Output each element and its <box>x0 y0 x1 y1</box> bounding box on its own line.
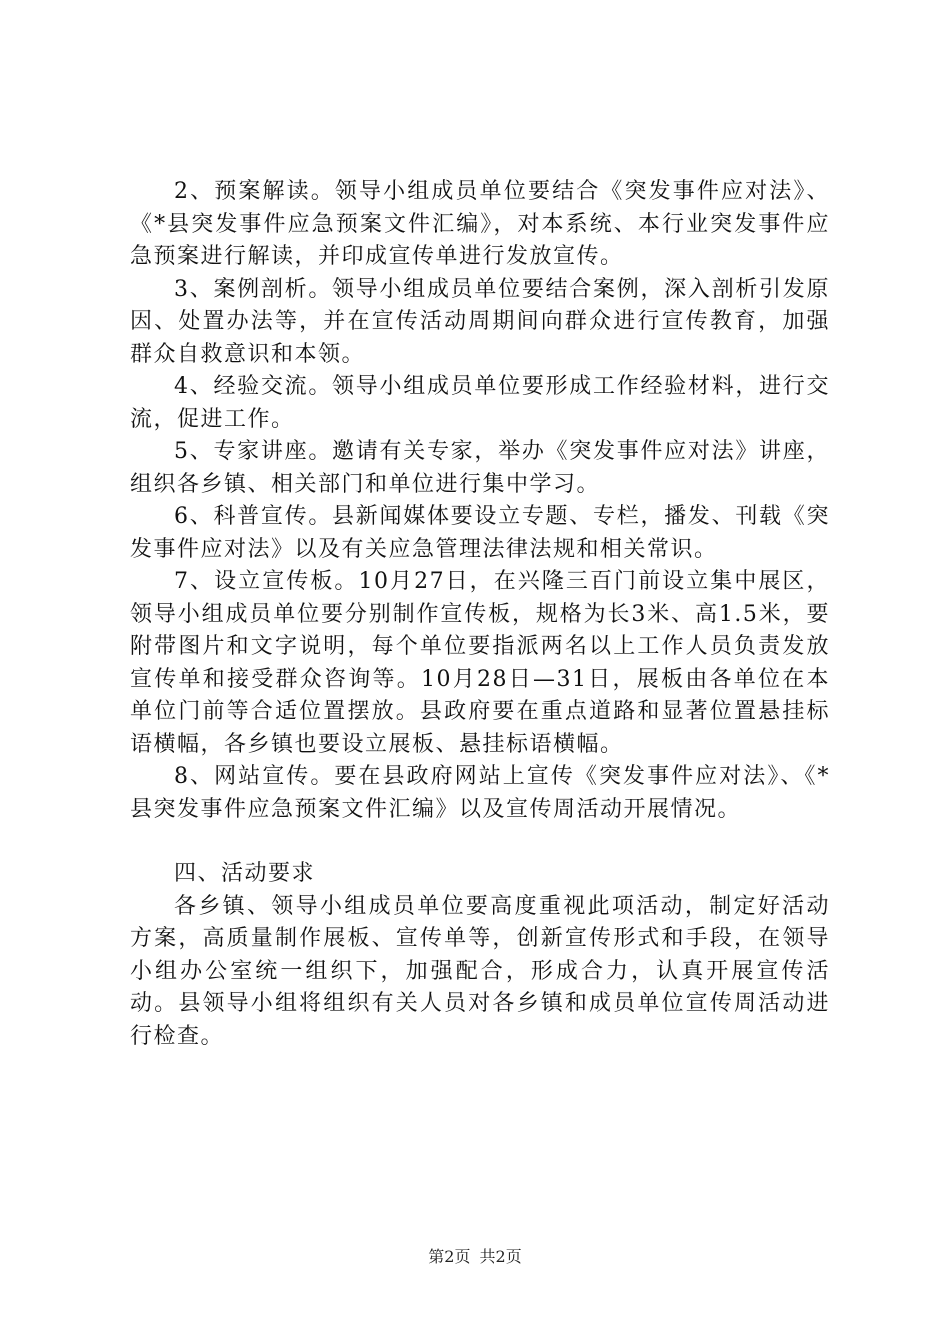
item-website-publicity: 8、网站宣传。要在县政府网站上宣传《突发事件应对法》、《*县突发事件应急预案文件汇编》以及宣传周活动开展情况。 <box>130 764 830 822</box>
item-expert-lecture: 5、专家讲座。邀请有关专家，举办《突发事件应对法》讲座，组织各乡镇、相关部门和单位进行集中学习。 <box>130 439 830 497</box>
item-case-analysis: 3、案例剖析。领导小组成员单位要结合案例，深入剖析引发原因、处置办法等，并在宣传活动周期间向群众进行宣传教育，加强群众自救意识和本领。 <box>130 276 830 367</box>
item-preplan-interpretation: 2、预案解读。领导小组成员单位要结合《突发事件应对法》、《*县突发事件应急预案文件汇编》，对本系统、本行业突发事件应急预案进行解读，并印成宣传单进行发放宣传。 <box>130 179 830 269</box>
item-publicity-board: 7、设立宣传板。10月27日，在兴隆三百门前设立集中展区，领导小组成员单位要分别制作宣传板，规格为长3米、高1.5米，要附带图片和文字说明，每个单位要指派两名以上工作人员负责发放宣传单和接受群众咨询等。10月28日—31日，展板由各单位在本单位门前等合适位置摆放。县政府要在重点道路和显著位置悬挂标语横幅，各乡镇也要设立展板、悬挂标语横幅。 <box>130 569 830 757</box>
section-heading: 四、活动要求 <box>174 861 316 886</box>
page-number: 第2页 <box>428 1247 471 1266</box>
item-experience-exchange: 4、经验交流。领导小组成员单位要形成工作经验材料，进行交流，促进工作。 <box>130 374 830 432</box>
item-science-publicity: 6、科普宣传。县新闻媒体要设立专题、专栏，播发、刊载《突发事件应对法》以及有关应急管理法律法规和相关常识。 <box>130 504 830 562</box>
page-footer <box>0 1244 950 1267</box>
page-total: 共2页 <box>479 1247 522 1266</box>
section-paragraph: 各乡镇、领导小组成员单位要高度重视此项活动，制定好活动方案，高质量制作展板、宣传单等，创新宣传形式和手段，在领导小组办公室统一组织下，加强配合，形成合力，认真开展宣传活动。县领导小组将组织有关人员对各乡镇和成员单位宣传周活动进行检查。 <box>130 893 830 1049</box>
document-body <box>130 176 830 1053</box>
